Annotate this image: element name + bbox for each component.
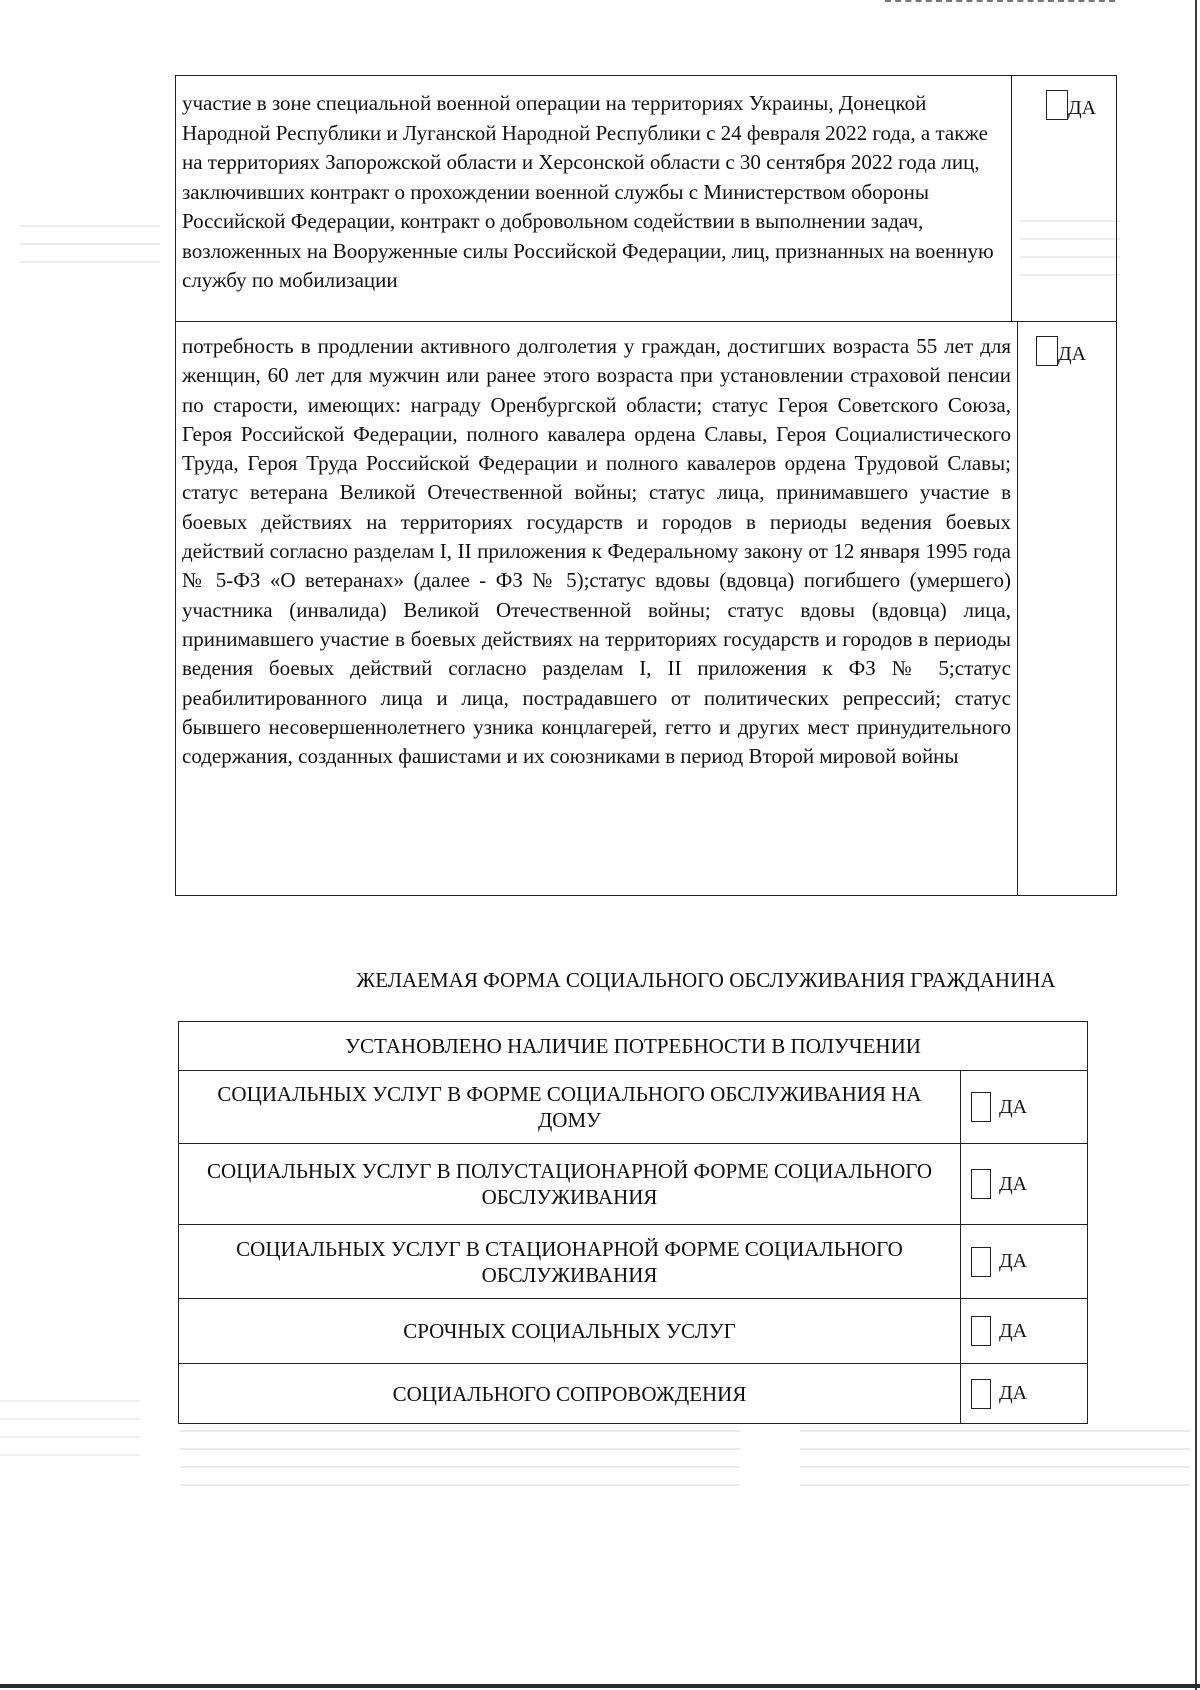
criteria-row bbox=[176, 76, 1116, 321]
checkbox-square[interactable] bbox=[971, 1247, 991, 1277]
form-row-label: СОЦИАЛЬНОГО СОПРОВОЖДЕНИЯ bbox=[179, 1364, 961, 1423]
bleed-through-noise bbox=[20, 215, 160, 275]
checkbox-label: ДА bbox=[999, 1382, 1028, 1404]
form-row bbox=[179, 1071, 1087, 1143]
form-checkbox[interactable] bbox=[961, 1144, 1087, 1224]
checkbox-square[interactable] bbox=[971, 1379, 991, 1409]
form-checkbox[interactable] bbox=[961, 1299, 1087, 1363]
form-row-label: СОЦИАЛЬНЫХ УСЛУГ В СТАЦИОНАРНОЙ ФОРМЕ СОЦИАЛЬНОГО ОБСЛУЖИВАНИЯ bbox=[179, 1225, 961, 1298]
criteria-check-cell bbox=[1012, 76, 1116, 321]
criteria-text: потребность в продлении активного долголетия у граждан, достигших возраста 55 лет для женщин, 60 лет для мужчин или ранее этого возраста при установлении страховой пенсии по старости, имеющих: награду Оренбургской области; статус Героя Советского Союза, Героя Российской Федерации, полного кавалера ордена Славы, Героя Социалистического Труда, Героя Труда Российской Федерации и полного кавалеров ордена Трудовой Славы; статус ветерана Великой Отечественной войны; статус лица, принимавшего участие в боевых действиях на территориях государств и городов в периоды ведения боевых действий согласно разделам I, II приложения к Федеральному закону от 12 января 1995 года № 5-ФЗ «О ветеранах» (далее - ФЗ № 5);статус вдовы (вдовца) погибшего (умершего) участника (инвалида) Великой Отечественной войны; статус вдовы (вдовца) лица, принимавшего участие в боевых действиях на территориях государств и городов в периоды ведения боевых действий согласно разделам I, II приложения к ФЗ № 5;статус реабилитированного лица и лица, пострадавшего от политических репрессий; статус бывшего несовершеннолетнего узника концлагерей, гетто и других мест принудительного содержания, созданных фашистами и их союзниками в период Второй мировой войны bbox=[176, 322, 1018, 895]
scan-edge-right bbox=[1195, 0, 1197, 1690]
criteria-check-cell bbox=[1018, 322, 1116, 895]
bleed-through-noise bbox=[180, 1420, 740, 1500]
form-row-label: СОЦИАЛЬНЫХ УСЛУГ В ПОЛУСТАЦИОНАРНОЙ ФОРМЕ СОЦИАЛЬНОГО ОБСЛУЖИВАНИЯ bbox=[179, 1144, 961, 1224]
form-row bbox=[179, 1224, 1087, 1298]
checkbox-label: ДА bbox=[999, 1250, 1028, 1272]
checkbox-label: ДА bbox=[999, 1319, 1028, 1342]
criteria-checkbox[interactable] bbox=[1046, 90, 1096, 120]
checkbox-label: ДА bbox=[999, 1172, 1028, 1195]
service-form-table bbox=[178, 1021, 1088, 1424]
form-row bbox=[179, 1363, 1087, 1423]
checkbox-label: ДА bbox=[1068, 97, 1097, 119]
criteria-text: участие в зоне специальной военной операции на территориях Украины, Донецкой Народной Республики и Луганской Народной Республики с 24 февраля 2022 года, а также на территориях Запорожской области и Херсонской области с 30 сентября 2022 года лиц, заключивших контракт о прохождении военной службы с Министерством обороны Российской Федерации, контракт о добровольном содействии в выполнении задач, возложенных на Вооруженные силы Российской Федерации, лиц, признанных на военную службу по мобилизации bbox=[176, 76, 1012, 321]
checkbox-label: ДА bbox=[999, 1095, 1028, 1118]
criteria-row bbox=[176, 321, 1116, 895]
criteria-checkbox[interactable] bbox=[1036, 336, 1086, 366]
checkbox-label: ДА bbox=[1058, 343, 1087, 365]
scan-edge-mark bbox=[885, 0, 1115, 5]
checkbox-square[interactable] bbox=[971, 1092, 991, 1122]
form-checkbox[interactable] bbox=[961, 1225, 1087, 1298]
section-title: ЖЕЛАЕМАЯ ФОРМА СОЦИАЛЬНОГО ОБСЛУЖИВАНИЯ ГРАЖДАНИНА bbox=[356, 968, 1056, 992]
checkbox-square[interactable] bbox=[1046, 90, 1068, 120]
bleed-through-noise bbox=[1020, 210, 1120, 280]
form-checkbox[interactable] bbox=[961, 1071, 1087, 1143]
form-row-label: СРОЧНЫХ СОЦИАЛЬНЫХ УСЛУГ bbox=[179, 1299, 961, 1363]
form-table-header: УСТАНОВЛЕНО НАЛИЧИЕ ПОТРЕБНОСТИ В ПОЛУЧЕНИИ bbox=[179, 1022, 1087, 1071]
checkbox-square[interactable] bbox=[971, 1316, 991, 1346]
form-checkbox[interactable] bbox=[961, 1364, 1087, 1423]
scan-edge-bottom bbox=[0, 1684, 1200, 1688]
form-row bbox=[179, 1143, 1087, 1224]
checkbox-square[interactable] bbox=[1036, 336, 1058, 366]
form-row-label: СОЦИАЛЬНЫХ УСЛУГ В ФОРМЕ СОЦИАЛЬНОГО ОБСЛУЖИВАНИЯ НА ДОМУ bbox=[179, 1071, 961, 1143]
form-row bbox=[179, 1298, 1087, 1363]
criteria-table bbox=[175, 75, 1117, 896]
checkbox-square[interactable] bbox=[971, 1169, 991, 1199]
bleed-through-noise bbox=[0, 1390, 140, 1460]
bleed-through-noise bbox=[800, 1420, 1190, 1500]
